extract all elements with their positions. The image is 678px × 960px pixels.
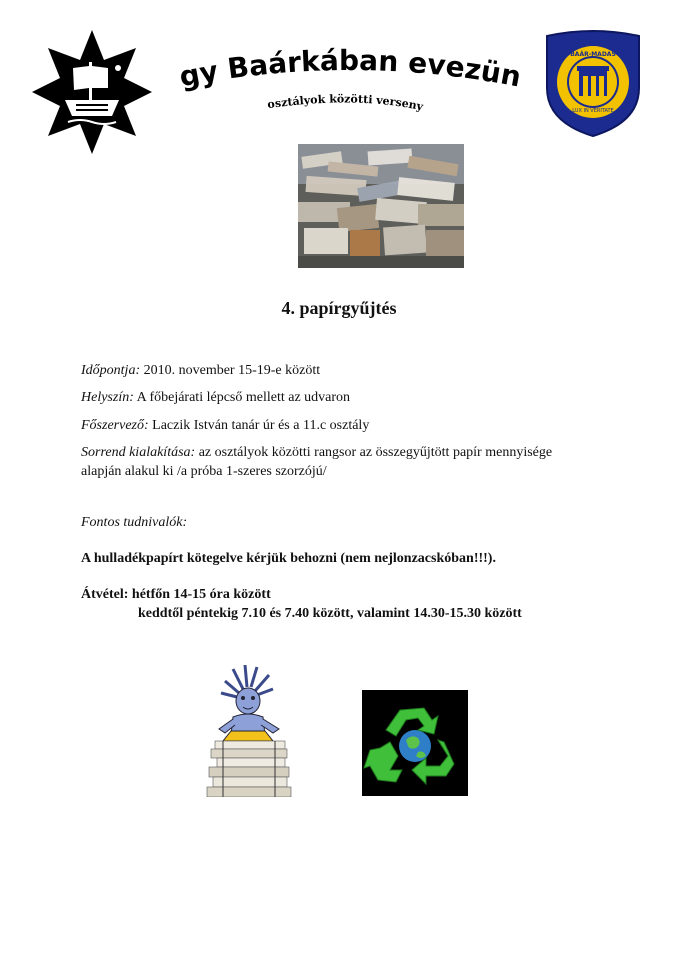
school-logo-star-ship [32, 30, 152, 154]
page-title: gy Baárkában evezün [176, 43, 524, 94]
page-subtitle: osztályok közötti verseny [266, 92, 425, 114]
bundling-note: A hulladékpapírt kötegelve kérjük behozni (nem nejlonzacskóban!!!). [81, 551, 496, 566]
crest-motto: LUX IN VERITATE [572, 108, 614, 114]
date-label: Időpontja: [81, 363, 141, 378]
pickup-line-2: keddtől péntekig 7.10 és 7.40 között, valamint 14.30-15.30 között [138, 606, 522, 621]
title-block [170, 40, 530, 120]
info-label: Fontos tudnivalók: [81, 515, 188, 530]
ranking-label: Sorrend kialakítása: [81, 445, 196, 460]
crest-name: BAÁR-MADAS [570, 51, 616, 58]
pickup-line-1: Átvétel: hétfőn 14-15 óra között [81, 587, 271, 602]
paper-pile-photo [298, 144, 464, 268]
event-heading: 4. papírgyűjtés [281, 298, 397, 318]
place-row [81, 388, 601, 407]
place-value: A főbejárati lépcső mellett az udvaron [133, 390, 351, 405]
place-label: Helyszín: [81, 390, 134, 405]
organizer-row [81, 416, 601, 435]
organizer-label: Főszervező: [81, 418, 149, 433]
ranking-row-cont: alapján alakul ki /a próba 1-szeres szorzójú/ [81, 464, 327, 479]
ranking-value-1: az osztályok közötti rangsor az összegyűjtött papír mennyisége [195, 445, 553, 460]
organizer-value: Laczik István tanár úr és a 11.c osztály [148, 418, 370, 433]
recycle-symbol-image [362, 690, 468, 796]
ranking-row [81, 443, 601, 462]
date-row [81, 361, 601, 380]
date-value: 2010. november 15-19-e között [140, 363, 321, 378]
cartoon-paper-pile-image [203, 665, 297, 797]
school-crest [543, 30, 643, 138]
